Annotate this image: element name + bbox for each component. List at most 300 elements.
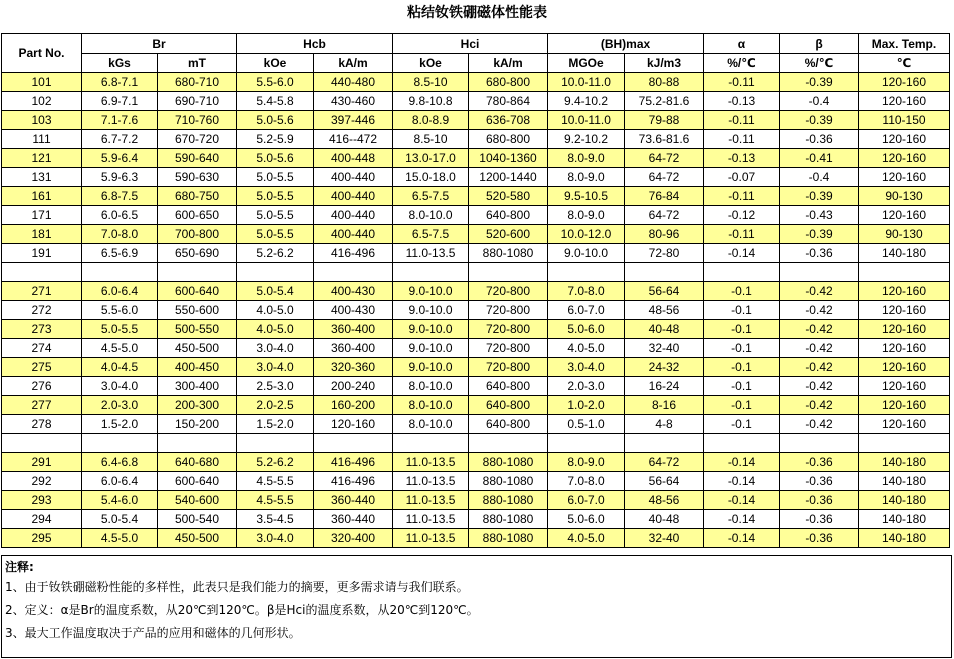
cell-part-no: 276 <box>2 377 82 396</box>
cell-max-temp <box>859 434 950 453</box>
cell-hci-kam: 720-800 <box>469 320 548 339</box>
cell-bhmax-kjm3: 40-48 <box>625 320 704 339</box>
cell-beta: -0.36 <box>780 130 859 149</box>
cell-bhmax-kjm3: 32-40 <box>625 339 704 358</box>
cell-hcb-kam: 400-430 <box>314 301 393 320</box>
cell-hci-koe: 11.0-13.5 <box>393 529 469 548</box>
table-row <box>2 339 950 358</box>
header-part-no: Part No. <box>2 34 82 73</box>
cell-hci-kam: 880-1080 <box>469 491 548 510</box>
cell-br-kgs: 6.7-7.2 <box>82 130 158 149</box>
cell-hcb-koe: 3.0-4.0 <box>237 529 314 548</box>
cell-br-kgs: 5.4-6.0 <box>82 491 158 510</box>
cell-bhmax-mgoe: 1.0-2.0 <box>548 396 625 415</box>
cell-beta: -0.42 <box>780 377 859 396</box>
cell-br-mt <box>158 434 237 453</box>
cell-br-mt: 400-450 <box>158 358 237 377</box>
cell-max-temp: 140-180 <box>859 529 950 548</box>
cell-bhmax-mgoe: 6.0-7.0 <box>548 301 625 320</box>
cell-br-mt: 590-640 <box>158 149 237 168</box>
table-row <box>2 434 950 453</box>
cell-bhmax-mgoe: 9.4-10.2 <box>548 92 625 111</box>
cell-alpha: -0.07 <box>704 168 780 187</box>
cell-alpha: -0.1 <box>704 301 780 320</box>
cell-part-no: 274 <box>2 339 82 358</box>
table-body <box>2 73 950 548</box>
unit-bhmax-mgoe: MGOe <box>548 54 625 73</box>
cell-beta: -0.39 <box>780 111 859 130</box>
note-line: 2、定义：α是Br的温度系数，从20℃到120℃。β是Hci的温度系数，从20℃到120℃。 <box>5 603 479 617</box>
cell-alpha <box>704 263 780 282</box>
cell-br-kgs: 6.5-6.9 <box>82 244 158 263</box>
table-row <box>2 130 950 149</box>
cell-part-no: 275 <box>2 358 82 377</box>
cell-hcb-koe: 5.0-5.5 <box>237 187 314 206</box>
header-br: Br <box>82 34 237 54</box>
cell-alpha: -0.11 <box>704 225 780 244</box>
cell-beta: -0.41 <box>780 149 859 168</box>
header-hci: Hci <box>393 34 548 54</box>
cell-hci-kam: 520-600 <box>469 225 548 244</box>
cell-br-mt: 680-710 <box>158 73 237 92</box>
cell-hci-kam: 780-864 <box>469 92 548 111</box>
cell-hci-kam: 1040-1360 <box>469 149 548 168</box>
cell-bhmax-kjm3 <box>625 434 704 453</box>
cell-hcb-kam: 400-440 <box>314 168 393 187</box>
cell-br-kgs: 7.1-7.6 <box>82 111 158 130</box>
cell-br-mt: 600-650 <box>158 206 237 225</box>
cell-bhmax-kjm3: 48-56 <box>625 491 704 510</box>
cell-hci-kam: 640-800 <box>469 415 548 434</box>
cell-beta: -0.42 <box>780 282 859 301</box>
cell-hcb-kam: 360-440 <box>314 510 393 529</box>
cell-br-kgs: 4.5-5.0 <box>82 529 158 548</box>
table-row <box>2 244 950 263</box>
cell-hci-kam: 636-708 <box>469 111 548 130</box>
cell-bhmax-mgoe: 2.0-3.0 <box>548 377 625 396</box>
cell-hci-koe: 11.0-13.5 <box>393 491 469 510</box>
cell-alpha: -0.14 <box>704 453 780 472</box>
cell-hcb-koe: 2.0-2.5 <box>237 396 314 415</box>
cell-br-kgs: 6.0-6.4 <box>82 472 158 491</box>
cell-br-mt: 600-640 <box>158 472 237 491</box>
table-row <box>2 282 950 301</box>
cell-bhmax-mgoe: 8.0-9.0 <box>548 168 625 187</box>
cell-hcb-koe: 5.5-6.0 <box>237 73 314 92</box>
cell-bhmax-kjm3: 64-72 <box>625 149 704 168</box>
cell-hci-koe <box>393 434 469 453</box>
cell-br-mt: 550-600 <box>158 301 237 320</box>
cell-beta: -0.39 <box>780 73 859 92</box>
cell-hcb-kam: 320-360 <box>314 358 393 377</box>
cell-hcb-koe: 5.2-6.2 <box>237 244 314 263</box>
cell-hci-koe: 15.0-18.0 <box>393 168 469 187</box>
cell-br-kgs: 6.0-6.4 <box>82 282 158 301</box>
cell-hci-kam: 880-1080 <box>469 529 548 548</box>
header-row-units <box>2 54 950 73</box>
cell-beta: -0.36 <box>780 244 859 263</box>
cell-hcb-koe: 2.5-3.0 <box>237 377 314 396</box>
cell-alpha: -0.11 <box>704 130 780 149</box>
cell-br-kgs: 5.0-5.5 <box>82 320 158 339</box>
cell-br-mt: 600-640 <box>158 282 237 301</box>
cell-part-no: 291 <box>2 453 82 472</box>
cell-hcb-koe: 5.2-5.9 <box>237 130 314 149</box>
cell-part-no: 277 <box>2 396 82 415</box>
cell-hcb-kam: 416-496 <box>314 244 393 263</box>
cell-alpha: -0.13 <box>704 149 780 168</box>
cell-hci-koe: 9.0-10.0 <box>393 320 469 339</box>
cell-hci-koe: 8.0-10.0 <box>393 396 469 415</box>
cell-beta <box>780 263 859 282</box>
cell-hci-koe: 8.5-10 <box>393 73 469 92</box>
cell-hci-koe <box>393 263 469 282</box>
cell-max-temp: 120-160 <box>859 377 950 396</box>
cell-hci-koe: 8.0-8.9 <box>393 111 469 130</box>
cell-beta: -0.39 <box>780 225 859 244</box>
cell-hcb-kam: 360-400 <box>314 320 393 339</box>
cell-bhmax-kjm3: 64-72 <box>625 206 704 225</box>
cell-part-no: 292 <box>2 472 82 491</box>
cell-hci-kam <box>469 263 548 282</box>
cell-hci-kam: 720-800 <box>469 339 548 358</box>
cell-hcb-koe: 4.5-5.5 <box>237 491 314 510</box>
cell-hcb-koe: 5.0-5.5 <box>237 168 314 187</box>
cell-br-kgs: 6.8-7.1 <box>82 73 158 92</box>
cell-bhmax-kjm3: 76-84 <box>625 187 704 206</box>
cell-max-temp: 140-180 <box>859 453 950 472</box>
cell-br-mt <box>158 263 237 282</box>
cell-beta: -0.4 <box>780 92 859 111</box>
cell-beta: -0.36 <box>780 510 859 529</box>
page-title: 粘结钕铁硼磁体性能表 <box>407 5 547 21</box>
cell-hci-koe: 11.0-13.5 <box>393 453 469 472</box>
header-bhmax: (BH)max <box>548 34 704 54</box>
cell-hcb-koe: 3.5-4.5 <box>237 510 314 529</box>
cell-hci-kam: 640-800 <box>469 377 548 396</box>
cell-bhmax-kjm3: 80-88 <box>625 73 704 92</box>
cell-part-no: 121 <box>2 149 82 168</box>
cell-br-mt: 500-550 <box>158 320 237 339</box>
table-row <box>2 168 950 187</box>
cell-bhmax-mgoe: 10.0-11.0 <box>548 111 625 130</box>
cell-hci-koe: 11.0-13.5 <box>393 510 469 529</box>
cell-max-temp <box>859 263 950 282</box>
table-row <box>2 187 950 206</box>
cell-part-no: 103 <box>2 111 82 130</box>
cell-br-kgs: 7.0-8.0 <box>82 225 158 244</box>
unit-hcb-koe: kOe <box>237 54 314 73</box>
cell-br-mt: 670-720 <box>158 130 237 149</box>
cell-beta <box>780 434 859 453</box>
cell-hcb-koe: 1.5-2.0 <box>237 415 314 434</box>
magnet-properties-table <box>1 33 950 548</box>
cell-hcb-kam: 416--472 <box>314 130 393 149</box>
cell-bhmax-mgoe: 8.0-9.0 <box>548 149 625 168</box>
table-row <box>2 92 950 111</box>
cell-bhmax-kjm3: 40-48 <box>625 510 704 529</box>
cell-br-kgs: 4.5-5.0 <box>82 339 158 358</box>
cell-hcb-kam: 416-496 <box>314 453 393 472</box>
cell-part-no: 102 <box>2 92 82 111</box>
cell-bhmax-mgoe: 4.0-5.0 <box>548 529 625 548</box>
cell-hcb-koe <box>237 263 314 282</box>
cell-max-temp: 90-130 <box>859 187 950 206</box>
unit-hcb-kam: kA/m <box>314 54 393 73</box>
cell-part-no: 278 <box>2 415 82 434</box>
cell-hci-kam: 720-800 <box>469 358 548 377</box>
cell-part-no: 295 <box>2 529 82 548</box>
cell-hcb-kam: 430-460 <box>314 92 393 111</box>
cell-br-kgs: 5.9-6.3 <box>82 168 158 187</box>
cell-hci-koe: 8.0-10.0 <box>393 415 469 434</box>
cell-br-mt: 450-500 <box>158 529 237 548</box>
cell-part-no: 272 <box>2 301 82 320</box>
cell-hci-kam: 720-800 <box>469 282 548 301</box>
cell-alpha: -0.12 <box>704 206 780 225</box>
cell-max-temp: 120-160 <box>859 301 950 320</box>
cell-hci-koe: 9.0-10.0 <box>393 339 469 358</box>
note-line: 3、最大工作温度取决于产品的应用和磁体的几何形状。 <box>5 626 301 640</box>
cell-br-mt: 590-630 <box>158 168 237 187</box>
cell-bhmax-mgoe: 8.0-9.0 <box>548 206 625 225</box>
table-row <box>2 453 950 472</box>
cell-beta: -0.39 <box>780 187 859 206</box>
cell-max-temp: 120-160 <box>859 73 950 92</box>
cell-bhmax-mgoe: 3.0-4.0 <box>548 358 625 377</box>
cell-br-mt: 700-800 <box>158 225 237 244</box>
cell-hcb-kam: 160-200 <box>314 396 393 415</box>
cell-hci-kam: 680-800 <box>469 73 548 92</box>
cell-part-no: 171 <box>2 206 82 225</box>
cell-bhmax-mgoe: 7.0-8.0 <box>548 282 625 301</box>
cell-bhmax-kjm3: 48-56 <box>625 301 704 320</box>
table-row <box>2 111 950 130</box>
cell-hci-kam: 680-800 <box>469 130 548 149</box>
cell-part-no: 101 <box>2 73 82 92</box>
cell-part-no: 271 <box>2 282 82 301</box>
cell-br-mt: 650-690 <box>158 244 237 263</box>
cell-bhmax-mgoe: 5.0-6.0 <box>548 320 625 339</box>
cell-alpha <box>704 434 780 453</box>
cell-hci-koe: 6.5-7.5 <box>393 225 469 244</box>
cell-max-temp: 120-160 <box>859 130 950 149</box>
cell-max-temp: 120-160 <box>859 396 950 415</box>
cell-hcb-koe: 4.5-5.5 <box>237 472 314 491</box>
cell-hci-koe: 11.0-13.5 <box>393 244 469 263</box>
cell-beta: -0.42 <box>780 301 859 320</box>
cell-beta: -0.36 <box>780 529 859 548</box>
cell-beta: -0.42 <box>780 358 859 377</box>
cell-hci-kam: 880-1080 <box>469 453 548 472</box>
cell-alpha: -0.1 <box>704 358 780 377</box>
cell-hci-koe: 9.8-10.8 <box>393 92 469 111</box>
table-row <box>2 396 950 415</box>
cell-br-kgs: 6.8-7.5 <box>82 187 158 206</box>
cell-beta: -0.36 <box>780 491 859 510</box>
cell-alpha: -0.14 <box>704 510 780 529</box>
cell-part-no: 273 <box>2 320 82 339</box>
table-row <box>2 301 950 320</box>
cell-hci-kam: 880-1080 <box>469 244 548 263</box>
cell-hcb-koe: 5.4-5.8 <box>237 92 314 111</box>
cell-hci-kam: 880-1080 <box>469 510 548 529</box>
cell-bhmax-kjm3 <box>625 263 704 282</box>
cell-br-kgs: 5.5-6.0 <box>82 301 158 320</box>
table-row <box>2 510 950 529</box>
cell-part-no: 293 <box>2 491 82 510</box>
unit-max-temp: ℃ <box>859 54 950 73</box>
cell-max-temp: 140-180 <box>859 491 950 510</box>
unit-alpha: %/℃ <box>704 54 780 73</box>
cell-hci-koe: 8.0-10.0 <box>393 377 469 396</box>
cell-br-kgs: 1.5-2.0 <box>82 415 158 434</box>
cell-hcb-koe: 5.0-5.6 <box>237 111 314 130</box>
cell-hcb-kam <box>314 434 393 453</box>
cell-hci-kam: 880-1080 <box>469 472 548 491</box>
table-row <box>2 320 950 339</box>
note-line: 1、由于钕铁硼磁粉性能的多样性，此表只是我们能力的摘要，更多需求请与我们联系。 <box>5 580 469 594</box>
unit-hci-kam: kA/m <box>469 54 548 73</box>
cell-alpha: -0.1 <box>704 415 780 434</box>
cell-br-mt: 300-400 <box>158 377 237 396</box>
header-alpha: α <box>704 34 780 54</box>
cell-hcb-kam <box>314 263 393 282</box>
cell-hcb-koe <box>237 434 314 453</box>
cell-bhmax-kjm3: 75.2-81.6 <box>625 92 704 111</box>
cell-hcb-koe: 3.0-4.0 <box>237 339 314 358</box>
cell-alpha: -0.14 <box>704 529 780 548</box>
cell-beta: -0.42 <box>780 320 859 339</box>
cell-br-kgs: 5.9-6.4 <box>82 149 158 168</box>
cell-max-temp: 120-160 <box>859 206 950 225</box>
cell-hcb-kam: 120-160 <box>314 415 393 434</box>
cell-hci-kam: 720-800 <box>469 301 548 320</box>
cell-hcb-koe: 5.0-5.4 <box>237 282 314 301</box>
cell-bhmax-mgoe: 10.0-12.0 <box>548 225 625 244</box>
cell-part-no <box>2 263 82 282</box>
cell-max-temp: 120-160 <box>859 339 950 358</box>
cell-part-no: 161 <box>2 187 82 206</box>
unit-br-mt: mT <box>158 54 237 73</box>
cell-alpha: -0.11 <box>704 73 780 92</box>
cell-hci-kam: 640-800 <box>469 206 548 225</box>
header-max-temp: Max. Temp. <box>859 34 950 54</box>
cell-br-kgs: 5.0-5.4 <box>82 510 158 529</box>
cell-bhmax-mgoe: 4.0-5.0 <box>548 339 625 358</box>
cell-beta: -0.4 <box>780 168 859 187</box>
cell-bhmax-kjm3: 72-80 <box>625 244 704 263</box>
header-hcb: Hcb <box>237 34 393 54</box>
unit-beta: %/℃ <box>780 54 859 73</box>
cell-hcb-kam: 400-440 <box>314 206 393 225</box>
table-row <box>2 529 950 548</box>
cell-hcb-kam: 320-400 <box>314 529 393 548</box>
cell-br-kgs: 6.9-7.1 <box>82 92 158 111</box>
cell-part-no: 191 <box>2 244 82 263</box>
cell-br-mt: 680-750 <box>158 187 237 206</box>
cell-hci-kam: 520-580 <box>469 187 548 206</box>
header-row-groups <box>2 34 950 54</box>
cell-bhmax-kjm3: 16-24 <box>625 377 704 396</box>
cell-hcb-kam: 397-446 <box>314 111 393 130</box>
cell-max-temp: 120-160 <box>859 320 950 339</box>
cell-bhmax-kjm3: 80-96 <box>625 225 704 244</box>
cell-hcb-kam: 400-430 <box>314 282 393 301</box>
cell-bhmax-mgoe: 9.2-10.2 <box>548 130 625 149</box>
cell-beta: -0.36 <box>780 453 859 472</box>
cell-bhmax-kjm3: 64-72 <box>625 453 704 472</box>
table-row <box>2 73 950 92</box>
cell-br-mt: 690-710 <box>158 92 237 111</box>
cell-bhmax-kjm3: 24-32 <box>625 358 704 377</box>
cell-alpha: -0.1 <box>704 320 780 339</box>
unit-bhmax-kjm3: kJ/m3 <box>625 54 704 73</box>
cell-hcb-koe: 4.0-5.0 <box>237 320 314 339</box>
cell-hci-koe: 9.0-10.0 <box>393 282 469 301</box>
cell-hcb-koe: 5.0-5.6 <box>237 149 314 168</box>
cell-bhmax-mgoe: 8.0-9.0 <box>548 453 625 472</box>
cell-hcb-kam: 400-440 <box>314 225 393 244</box>
cell-max-temp: 140-180 <box>859 244 950 263</box>
cell-beta: -0.42 <box>780 415 859 434</box>
cell-part-no: 111 <box>2 130 82 149</box>
cell-max-temp: 140-180 <box>859 472 950 491</box>
cell-bhmax-kjm3: 56-64 <box>625 472 704 491</box>
cell-bhmax-kjm3: 73.6-81.6 <box>625 130 704 149</box>
cell-br-mt: 500-540 <box>158 510 237 529</box>
cell-bhmax-mgoe <box>548 434 625 453</box>
cell-br-kgs: 3.0-4.0 <box>82 377 158 396</box>
cell-bhmax-mgoe: 9.5-10.5 <box>548 187 625 206</box>
cell-bhmax-kjm3: 64-72 <box>625 168 704 187</box>
cell-br-kgs: 4.0-4.5 <box>82 358 158 377</box>
cell-hcb-kam: 200-240 <box>314 377 393 396</box>
cell-max-temp: 120-160 <box>859 358 950 377</box>
cell-bhmax-mgoe <box>548 263 625 282</box>
table-row <box>2 206 950 225</box>
cell-hcb-kam: 416-496 <box>314 472 393 491</box>
cell-hci-koe: 9.0-10.0 <box>393 358 469 377</box>
cell-max-temp: 120-160 <box>859 282 950 301</box>
cell-br-kgs: 2.0-3.0 <box>82 396 158 415</box>
cell-beta: -0.42 <box>780 339 859 358</box>
table-row <box>2 149 950 168</box>
cell-hci-koe: 8.0-10.0 <box>393 206 469 225</box>
header-beta: β <box>780 34 859 54</box>
cell-bhmax-kjm3: 4-8 <box>625 415 704 434</box>
table-row <box>2 225 950 244</box>
cell-alpha: -0.1 <box>704 377 780 396</box>
table-row <box>2 377 950 396</box>
cell-br-kgs <box>82 434 158 453</box>
cell-hci-koe: 9.0-10.0 <box>393 301 469 320</box>
cell-br-mt: 150-200 <box>158 415 237 434</box>
table-row <box>2 491 950 510</box>
cell-hcb-koe: 5.0-5.5 <box>237 225 314 244</box>
cell-bhmax-mgoe: 5.0-6.0 <box>548 510 625 529</box>
cell-alpha: -0.1 <box>704 396 780 415</box>
cell-alpha: -0.11 <box>704 111 780 130</box>
cell-hcb-kam: 360-400 <box>314 339 393 358</box>
notes-heading: 注释: <box>5 560 34 574</box>
cell-br-mt: 710-760 <box>158 111 237 130</box>
cell-bhmax-kjm3: 79-88 <box>625 111 704 130</box>
table-row <box>2 358 950 377</box>
cell-hcb-koe: 4.0-5.0 <box>237 301 314 320</box>
unit-hci-koe: kOe <box>393 54 469 73</box>
cell-alpha: -0.14 <box>704 472 780 491</box>
